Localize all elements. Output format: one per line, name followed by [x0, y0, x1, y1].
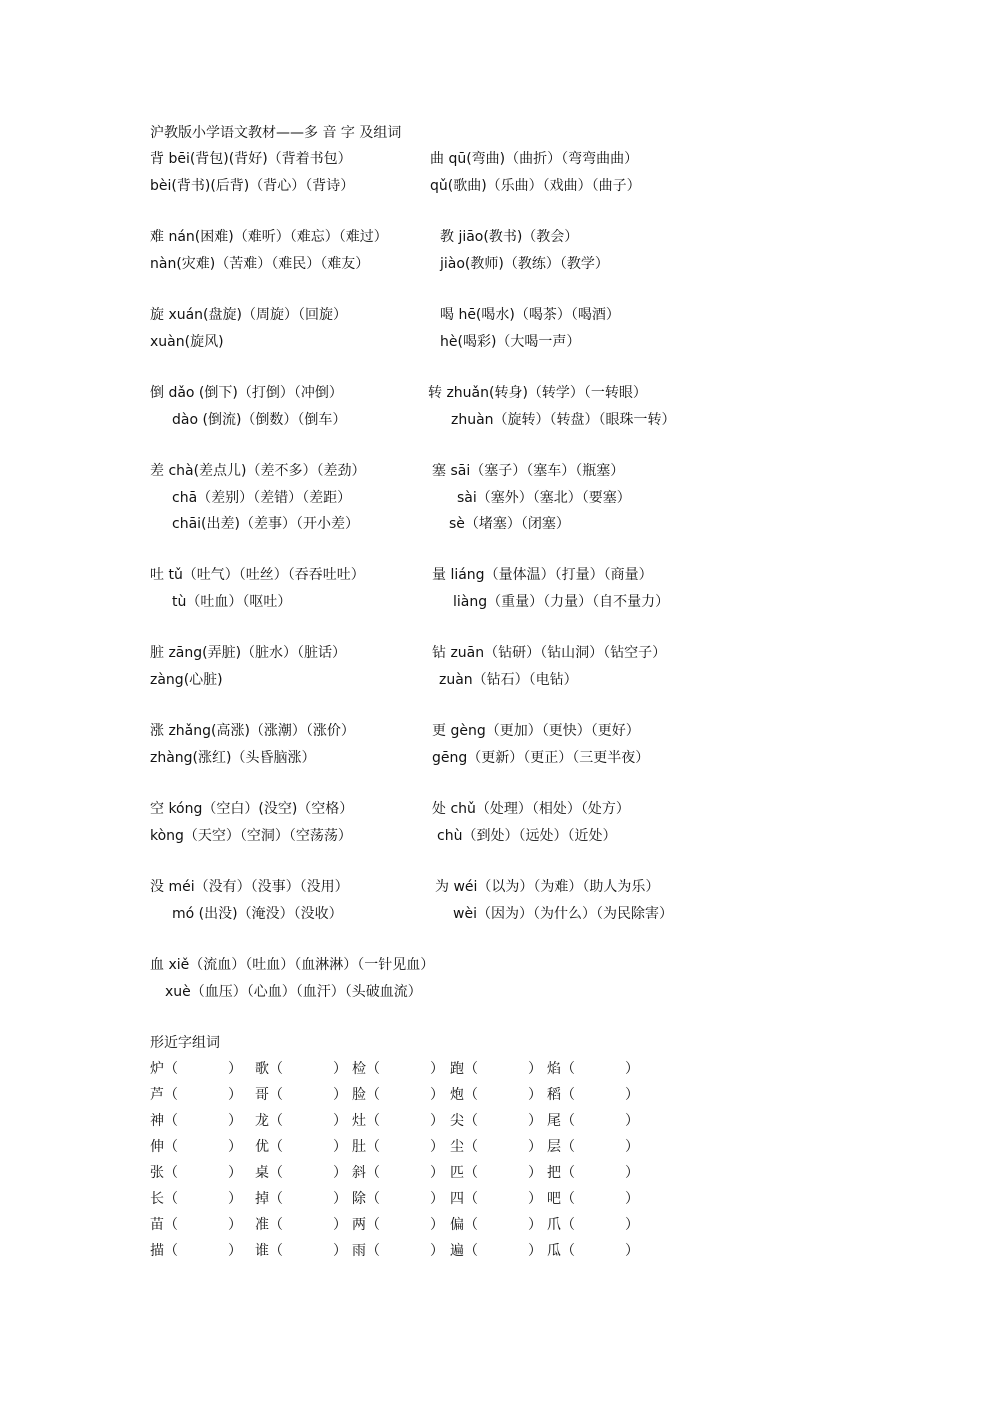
- similar-char: 描: [150, 1243, 164, 1259]
- blank-close-paren: ）: [228, 1113, 242, 1129]
- blank-close-paren: ）: [528, 1113, 542, 1129]
- similar-cell: [547, 1138, 639, 1156]
- blank-close-paren: ）: [228, 1191, 242, 1207]
- blank-close-paren: ）: [333, 1165, 347, 1181]
- similar-cell: [352, 1138, 444, 1156]
- blank-open-paren: （: [561, 1139, 575, 1155]
- blank-open-paren: （: [464, 1139, 478, 1155]
- polyphone-right-line: 为 wéi（以为）（为难）（助人为乐）: [435, 879, 660, 895]
- similar-cell: [255, 1086, 347, 1104]
- blank-open-paren: （: [464, 1243, 478, 1259]
- blank-open-paren: （: [269, 1113, 283, 1129]
- blank-open-paren: （: [164, 1087, 178, 1103]
- polyphone-right-line: 曲 qū(弯曲)（曲折）（弯弯曲曲）: [430, 151, 639, 167]
- blank-open-paren: （: [366, 1139, 380, 1155]
- blank-close-paren: ）: [430, 1217, 444, 1233]
- similar-cell: [450, 1112, 542, 1130]
- similar-char: 脸: [352, 1087, 366, 1103]
- blank-close-paren: ）: [625, 1165, 639, 1181]
- blank-close-paren: ）: [625, 1087, 639, 1103]
- blank-open-paren: （: [269, 1139, 283, 1155]
- similar-cell: [255, 1138, 347, 1156]
- blank-close-paren: ）: [228, 1217, 242, 1233]
- similar-row: [150, 1138, 650, 1156]
- blank-close-paren: ）: [625, 1217, 639, 1233]
- similar-cell: [450, 1138, 542, 1156]
- polyphone-left-line: 没 méi（没有）（没事）（没用）: [150, 879, 349, 895]
- blank-open-paren: （: [269, 1217, 283, 1233]
- similar-char: 芦: [150, 1087, 164, 1103]
- similar-char: 焰: [547, 1061, 561, 1077]
- similar-char: 龙: [255, 1113, 269, 1129]
- similar-char: 斜: [352, 1165, 366, 1181]
- blank-close-paren: ）: [333, 1087, 347, 1103]
- polyphone-right-line: 塞 sāi（塞子）（塞车）（瓶塞）: [432, 463, 625, 479]
- similar-char: 两: [352, 1217, 366, 1233]
- similar-cell: [450, 1216, 542, 1234]
- blank-close-paren: ）: [333, 1139, 347, 1155]
- similar-row: [150, 1164, 650, 1182]
- blank-close-paren: ）: [625, 1139, 639, 1155]
- similar-char: 炉: [150, 1061, 164, 1077]
- polyphone-right-line: chù（到处）（远处）（近处）: [437, 828, 617, 844]
- polyphone-left-line: 空 kóng（空白）(没空)（空格）: [150, 801, 354, 817]
- polyphone-left-line: dào (倒流)（倒数）（倒车）: [172, 412, 347, 428]
- polyphone-left-line: 差 chà(差点儿)（差不多）（差劲）: [150, 463, 366, 479]
- similar-char: 灶: [352, 1113, 366, 1129]
- blank-open-paren: （: [269, 1087, 283, 1103]
- blank-open-paren: （: [366, 1191, 380, 1207]
- blank-close-paren: ）: [430, 1087, 444, 1103]
- polyphone-left-line: 背 bēi(背包)(背好)（背着书包）: [150, 151, 352, 167]
- polyphone-right-line: 处 chǔ（处理）（相处）（处方）: [432, 801, 630, 817]
- similar-char: 跑: [450, 1061, 464, 1077]
- similar-char: 苗: [150, 1217, 164, 1233]
- similar-char: 雨: [352, 1243, 366, 1259]
- blank-close-paren: ）: [528, 1191, 542, 1207]
- blank-close-paren: ）: [528, 1243, 542, 1259]
- similar-cell: [352, 1190, 444, 1208]
- similar-cell: [255, 1242, 347, 1260]
- blank-close-paren: ）: [430, 1113, 444, 1129]
- blank-close-paren: ）: [430, 1191, 444, 1207]
- blank-open-paren: （: [561, 1061, 575, 1077]
- blank-open-paren: （: [164, 1165, 178, 1181]
- blank-open-paren: （: [464, 1191, 478, 1207]
- polyphone-left-line: 涨 zhǎng(高涨)（涨潮）（涨价）: [150, 723, 355, 739]
- blank-close-paren: ）: [430, 1139, 444, 1155]
- polyphone-right-line: 喝 hē(喝水)（喝茶）（喝酒）: [440, 307, 620, 323]
- similar-char: 遍: [450, 1243, 464, 1259]
- blank-close-paren: ）: [625, 1243, 639, 1259]
- blank-close-paren: ）: [333, 1061, 347, 1077]
- similar-cell: [547, 1216, 639, 1234]
- blank-close-paren: ）: [625, 1113, 639, 1129]
- similar-char: 瓜: [547, 1243, 561, 1259]
- similar-char: 掉: [255, 1191, 269, 1207]
- blank-open-paren: （: [561, 1191, 575, 1207]
- similar-cell: [450, 1190, 542, 1208]
- polyphone-left-line: chāi(出差)（差事）（开小差）: [172, 516, 359, 532]
- blank-close-paren: ）: [528, 1217, 542, 1233]
- similar-cell: [450, 1060, 542, 1078]
- polyphone-right-line: gēng（更新）（更正）（三更半夜）: [432, 750, 650, 766]
- blank-close-paren: ）: [333, 1217, 347, 1233]
- similar-cell: [255, 1060, 347, 1078]
- blank-open-paren: （: [366, 1061, 380, 1077]
- polyphone-left-line: nàn(灾难)（苦难）（难民）（难友）: [150, 256, 370, 272]
- polyphone-left-line: kòng（天空）（空洞）（空荡荡）: [150, 828, 352, 844]
- similar-cell: [150, 1060, 242, 1078]
- polyphone-right-line: sè（堵塞）（闭塞）: [449, 516, 570, 532]
- similar-char: 炮: [450, 1087, 464, 1103]
- similar-row: [150, 1112, 650, 1130]
- blank-close-paren: ）: [228, 1243, 242, 1259]
- blank-open-paren: （: [164, 1243, 178, 1259]
- polyphone-left-line: bèi(背书)(后背)（背心）（背诗）: [150, 178, 355, 194]
- polyphone-left-line: zhàng(涨红)（头昏脑涨）: [150, 750, 316, 766]
- similar-cell: [352, 1112, 444, 1130]
- blank-open-paren: （: [561, 1243, 575, 1259]
- polyphone-left-line: 脏 zāng(弄脏)（脏水）（脏话）: [150, 645, 347, 661]
- polyphone-left-line: xuàn(旋风): [150, 334, 224, 350]
- blank-open-paren: （: [366, 1243, 380, 1259]
- blank-close-paren: ）: [333, 1243, 347, 1259]
- polyphone-right-line: 教 jiāo(教书)（教会）: [440, 229, 579, 245]
- similar-cell: [547, 1164, 639, 1182]
- polyphone-right-line: liàng（重量）（力量）（自不量力）: [453, 594, 670, 610]
- similar-char: 桌: [255, 1165, 269, 1181]
- blank-close-paren: ）: [228, 1087, 242, 1103]
- blank-open-paren: （: [164, 1191, 178, 1207]
- blank-open-paren: （: [164, 1113, 178, 1129]
- blank-close-paren: ）: [333, 1191, 347, 1207]
- blank-close-paren: ）: [228, 1165, 242, 1181]
- polyphone-left-line: tù（吐血）（呕吐）: [172, 594, 292, 610]
- polyphone-left-line: xuè（血压）（心血）（血汗）（头破血流）: [165, 984, 422, 1000]
- similar-cell: [150, 1138, 242, 1156]
- similar-row: [150, 1190, 650, 1208]
- blank-open-paren: （: [464, 1165, 478, 1181]
- similar-char: 长: [150, 1191, 164, 1207]
- polyphone-right-line: 钻 zuān（钻研）（钻山洞）（钻空子）: [432, 645, 667, 661]
- similar-cell: [150, 1190, 242, 1208]
- blank-close-paren: ）: [430, 1243, 444, 1259]
- similar-cell: [150, 1242, 242, 1260]
- similar-char: 检: [352, 1061, 366, 1077]
- blank-close-paren: ）: [228, 1139, 242, 1155]
- blank-open-paren: （: [366, 1165, 380, 1181]
- blank-open-paren: （: [366, 1217, 380, 1233]
- similar-cell: [255, 1216, 347, 1234]
- similar-char: 偏: [450, 1217, 464, 1233]
- similar-cell: [150, 1216, 242, 1234]
- similar-cell: [547, 1086, 639, 1104]
- similar-cell: [255, 1190, 347, 1208]
- blank-close-paren: ）: [430, 1165, 444, 1181]
- similar-char: 稻: [547, 1087, 561, 1103]
- similar-char: 肚: [352, 1139, 366, 1155]
- blank-close-paren: ）: [528, 1061, 542, 1077]
- blank-open-paren: （: [561, 1087, 575, 1103]
- similar-cell: [547, 1242, 639, 1260]
- similar-char: 准: [255, 1217, 269, 1233]
- similar-char: 爪: [547, 1217, 561, 1233]
- blank-open-paren: （: [164, 1217, 178, 1233]
- blank-open-paren: （: [366, 1087, 380, 1103]
- polyphone-right-line: qǔ(歌曲)（乐曲）（戏曲）（曲子）: [430, 178, 641, 194]
- similar-cell: [450, 1086, 542, 1104]
- blank-close-paren: ）: [625, 1191, 639, 1207]
- blank-open-paren: （: [164, 1139, 178, 1155]
- similar-cell: [547, 1190, 639, 1208]
- similar-char: 张: [150, 1165, 164, 1181]
- blank-open-paren: （: [366, 1113, 380, 1129]
- similar-cell: [352, 1216, 444, 1234]
- blank-open-paren: （: [464, 1217, 478, 1233]
- similar-char: 优: [255, 1139, 269, 1155]
- blank-close-paren: ）: [625, 1061, 639, 1077]
- similar-char: 神: [150, 1113, 164, 1129]
- similar-char: 歌: [255, 1061, 269, 1077]
- similar-char: 除: [352, 1191, 366, 1207]
- similar-row: [150, 1216, 650, 1234]
- similar-cell: [450, 1164, 542, 1182]
- similar-row: [150, 1086, 650, 1104]
- polyphone-right-line: jiào(教师)（教练）（教学）: [440, 256, 609, 272]
- similar-cell: [547, 1112, 639, 1130]
- blank-close-paren: ）: [228, 1061, 242, 1077]
- blank-open-paren: （: [269, 1243, 283, 1259]
- similar-cell: [255, 1112, 347, 1130]
- similar-char: 谁: [255, 1243, 269, 1259]
- similar-cell: [150, 1112, 242, 1130]
- similar-char: 哥: [255, 1087, 269, 1103]
- polyphone-left-line: 血 xiě（流血）（吐血）（血淋淋）（一针见血）: [150, 957, 435, 973]
- polyphone-right-line: sài（塞外）（塞北）（要塞）: [457, 490, 631, 506]
- blank-close-paren: ）: [430, 1061, 444, 1077]
- similar-cell: [352, 1242, 444, 1260]
- similar-cell: [352, 1164, 444, 1182]
- similar-char: 匹: [450, 1165, 464, 1181]
- polyphone-left-line: 吐 tǔ（吐气）（吐丝）（吞吞吐吐）: [150, 567, 365, 583]
- blank-close-paren: ）: [333, 1113, 347, 1129]
- polyphone-left-line: mó (出没)（淹没）（没收）: [172, 906, 343, 922]
- similar-row: [150, 1242, 650, 1260]
- blank-open-paren: （: [269, 1061, 283, 1077]
- polyphone-right-line: 量 liáng（量体温）（打量）（商量）: [432, 567, 653, 583]
- polyphone-right-line: hè(喝彩)（大喝一声）: [440, 334, 581, 350]
- blank-open-paren: （: [561, 1165, 575, 1181]
- blank-open-paren: （: [464, 1061, 478, 1077]
- blank-close-paren: ）: [528, 1139, 542, 1155]
- similar-char: 吧: [547, 1191, 561, 1207]
- similar-cell: [150, 1086, 242, 1104]
- similar-char: 尾: [547, 1113, 561, 1129]
- similar-cell: [352, 1086, 444, 1104]
- blank-open-paren: （: [464, 1113, 478, 1129]
- polyphone-left-line: zàng(心脏): [150, 672, 223, 688]
- similar-char: 尖: [450, 1113, 464, 1129]
- blank-open-paren: （: [164, 1061, 178, 1077]
- blank-open-paren: （: [561, 1217, 575, 1233]
- polyphone-right-line: zhuàn（旋转）（转盘）（眼珠一转）: [451, 412, 676, 428]
- polyphone-right-line: 转 zhuǎn(转身)（转学）（一转眼）: [428, 385, 647, 401]
- polyphone-right-line: wèi（因为）（为什么）（为民除害）: [453, 906, 673, 922]
- polyphone-left-line: 难 nán(困难)（难听）（难忘）（难过）: [150, 229, 388, 245]
- blank-open-paren: （: [464, 1087, 478, 1103]
- polyphone-right-line: 更 gèng（更加）（更快）（更好）: [432, 723, 640, 739]
- polyphone-left-line: 旋 xuán(盘旋)（周旋）（回旋）: [150, 307, 347, 323]
- document-title: 沪教版小学语文教材——多 音 字 及组词: [150, 125, 402, 141]
- blank-open-paren: （: [269, 1191, 283, 1207]
- similar-cell: [150, 1164, 242, 1182]
- similar-char: 四: [450, 1191, 464, 1207]
- polyphone-left-line: 倒 dǎo (倒下)（打倒）（冲倒）: [150, 385, 343, 401]
- similar-char: 伸: [150, 1139, 164, 1155]
- blank-open-paren: （: [561, 1113, 575, 1129]
- polyphone-right-line: zuàn（钻石）（电钻）: [439, 672, 578, 688]
- similar-char: 层: [547, 1139, 561, 1155]
- similar-row: [150, 1060, 650, 1078]
- section-title: 形近字组词: [150, 1035, 220, 1051]
- similar-char: 把: [547, 1165, 561, 1181]
- polyphone-left-line: chā（差别）（差错）（差距）: [172, 490, 352, 506]
- similar-cell: [352, 1060, 444, 1078]
- similar-char: 尘: [450, 1139, 464, 1155]
- blank-open-paren: （: [269, 1165, 283, 1181]
- similar-cell: [450, 1242, 542, 1260]
- blank-close-paren: ）: [528, 1165, 542, 1181]
- similar-cell: [547, 1060, 639, 1078]
- similar-cell: [255, 1164, 347, 1182]
- blank-close-paren: ）: [528, 1087, 542, 1103]
